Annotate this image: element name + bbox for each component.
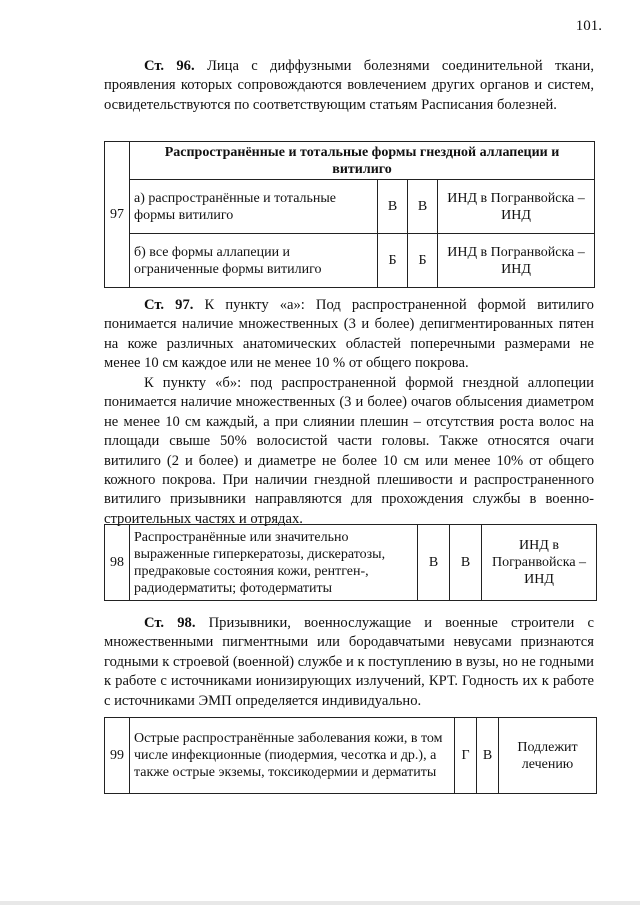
category-cell: Б: [378, 234, 408, 288]
category-cell: В: [477, 718, 499, 794]
category-cell: В: [378, 180, 408, 234]
article-97-text: К пункту «а»: Под распространенной формой витилиго понимается наличие множественных (3 и более) депигментированных пятен на коже различных анатомических областей поперечными размерами не менее 10 см каждое или не менее 10 % от общего покрова.: [104, 297, 594, 372]
article-98-text: Призывники, военнослужащие и военные строители с множественными пигментными или бородавчатыми невусами признаются годными к строевой (военной) службе и к поступлению в вузы, но не годными к работе с источниками ионизирующих излучений, КРТ. Годность их к работе с источниками ЭМП определяется индивидуально.: [104, 615, 594, 709]
article-96: [104, 57, 594, 115]
article-98-label: Ст. 98.: [144, 615, 196, 631]
table-row: [105, 180, 595, 234]
row-description: б) все формы аллапеции и ограниченные формы витилиго: [130, 234, 378, 288]
category-cell: В: [450, 525, 482, 601]
article-97-paragraph-2: [104, 374, 594, 529]
page-number: 101.: [575, 18, 602, 34]
note-cell: ИНД в Погранвойска – ИНД: [438, 234, 595, 288]
table-header: Распространённые и тотальные формы гнездной аллапеции и витилиго: [130, 142, 595, 180]
note-cell: ИНД в Погранвойска – ИНД: [438, 180, 595, 234]
row-number: 98: [105, 525, 130, 601]
note-cell: ИНД в Погранвойска – ИНД: [482, 525, 597, 601]
article-97-label: Ст. 97.: [144, 297, 194, 313]
article-98: [104, 614, 594, 711]
category-cell: В: [418, 525, 450, 601]
article-96-label: Ст. 96.: [144, 58, 195, 74]
table-row: [105, 525, 597, 601]
table-article-98: [104, 524, 597, 601]
note-cell: Подлежит лечению: [499, 718, 597, 794]
table-article-99: [104, 717, 597, 794]
row-description: а) распространённые и тотальные формы витилиго: [130, 180, 378, 234]
table-row: [105, 234, 595, 288]
article-96-text: Лица с диффузными болезнями соединительной ткани, проявления которых сопровождаются вовлечением других органов и систем, освидетельствуются по соответствующим статьям Расписания болезней.: [104, 58, 594, 113]
category-cell: Г: [455, 718, 477, 794]
category-cell: В: [408, 180, 438, 234]
article-97-paragraph-1: [104, 296, 594, 374]
row-description: Распространённые или значительно выраженные гиперкератозы, дискератозы, предраковые состояния кожи, рентген-, радиодерматиты; фотодерматиты: [130, 525, 418, 601]
article-97-text-2: К пункту «б»: под распространенной формой гнездной аллопеции понимается наличие множественных (3 и более) очагов облысения диаметром не менее 10 см каждый, а при слиянии плешин – отсутствия роста волос на площади свыше 50% волосистой части головы. Также относятся очаги витилиго (2 и более) и диаметре не более 10 см или менее 10% от общего кожного покрова. При наличии гнездной плешивости и распространенного витилиго призывники направляются для прохождения службы в военно-строительных частях и отрядах.: [104, 375, 594, 527]
category-cell: Б: [408, 234, 438, 288]
row-number: 97: [105, 142, 130, 288]
row-number: 99: [105, 718, 130, 794]
row-description: Острые распространённые заболевания кожи, в том числе инфекционные (пиодермия, чесотка и др.), а также острые экземы, токсикодермии и дерматиты: [130, 718, 455, 794]
scan-edge: [0, 901, 640, 905]
table-article-97: [104, 141, 595, 288]
table-row: [105, 718, 597, 794]
